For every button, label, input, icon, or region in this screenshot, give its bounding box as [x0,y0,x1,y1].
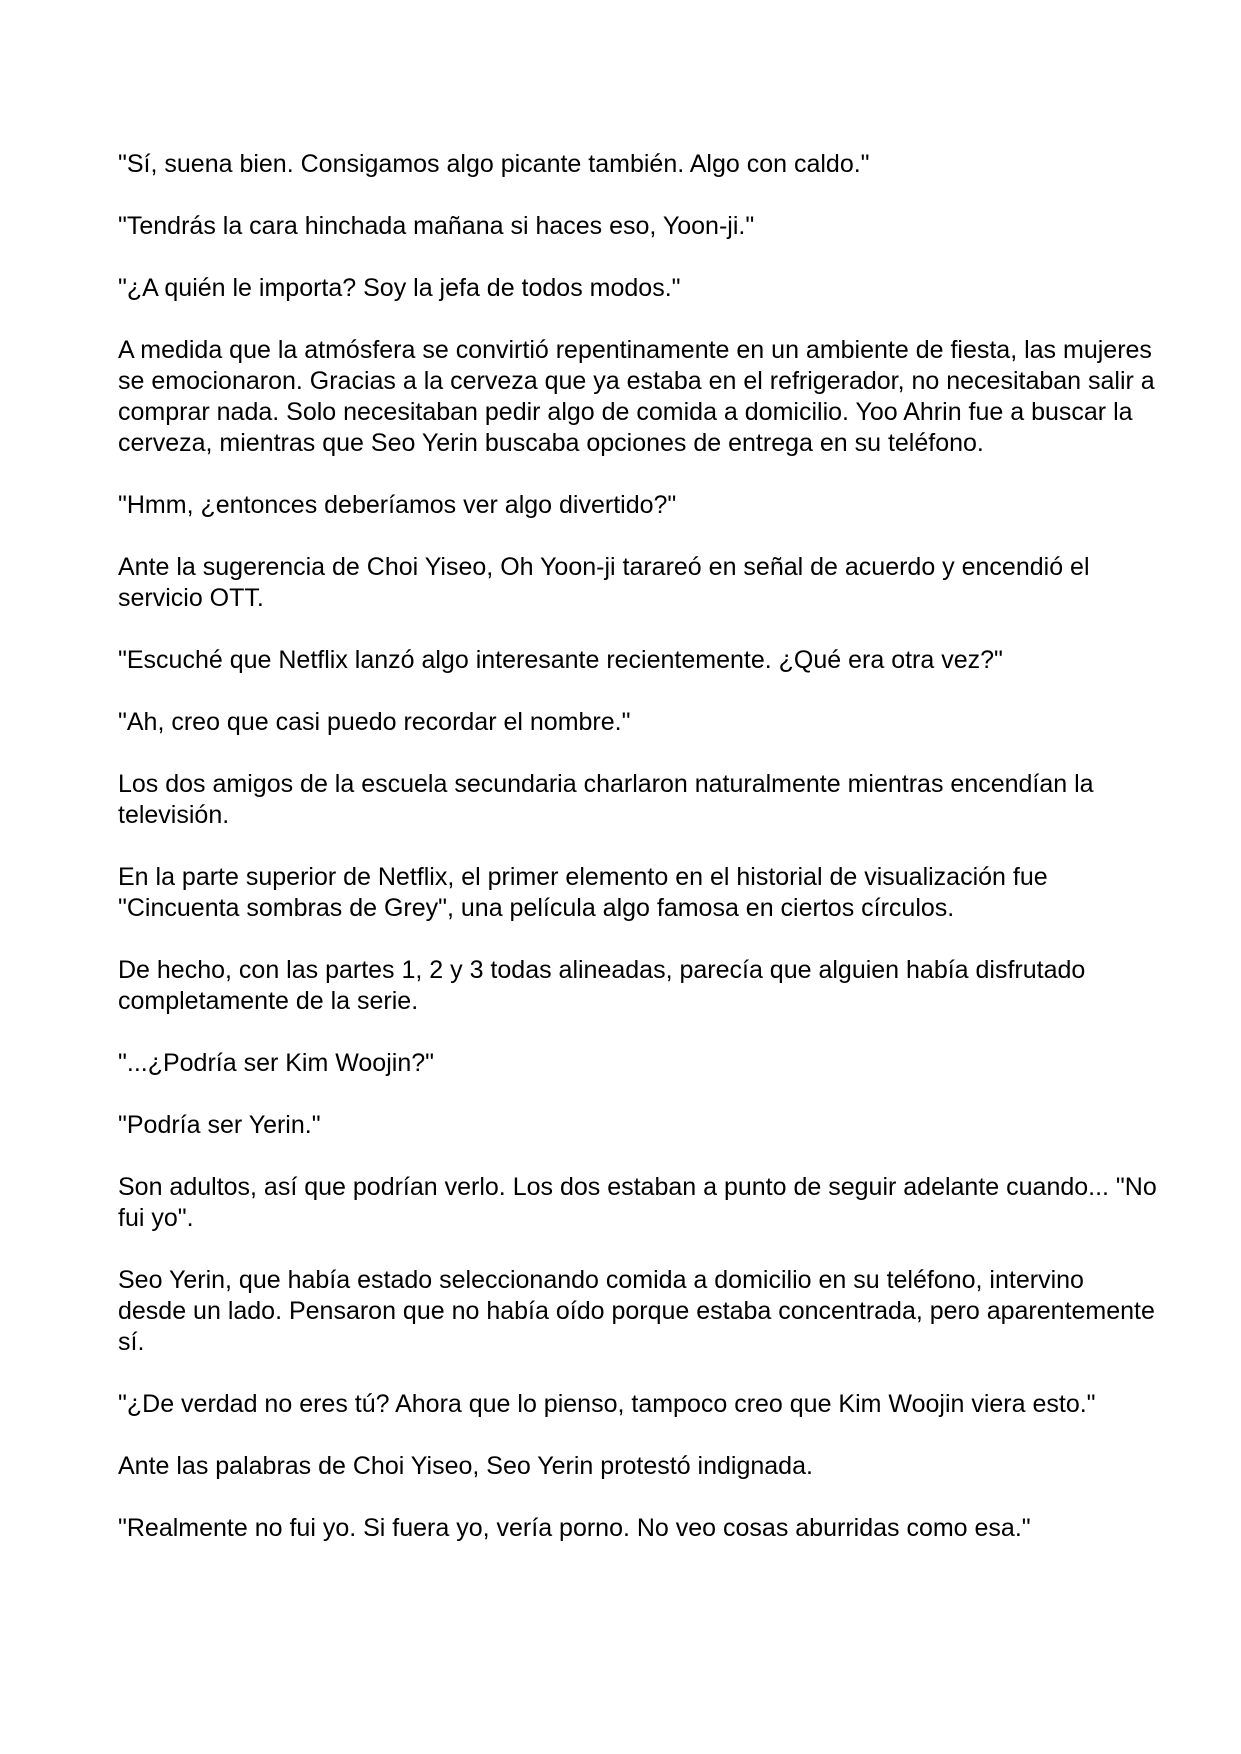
paragraph: "¿A quién le importa? Soy la jefa de todos modos." [118,274,681,302]
paragraph: Ante las palabras de Choi Yiseo, Seo Yerin protestó indignada. [118,1452,813,1480]
paragraph: En la parte superior de Netflix, el primer elemento en el historial de visualización fue "Cincuenta sombras de Grey", una película algo famosa en ciertos círculos. [118,863,1048,922]
paragraph: A medida que la atmósfera se convirtió repentinamente en un ambiente de fiesta, las mujeres se emocionaron. Gracias a la cerveza que ya estaba en el refrigerador, no necesitaban salir a comprar nada. Solo necesitaban pedir algo de comida a domicilio. Yoo Ahrin fue a buscar la cerveza, mientras que Seo Yerin buscaba opciones de entrega en su teléfono. [118,336,1155,457]
paragraph: De hecho, con las partes 1, 2 y 3 todas alineadas, parecía que alguien había disfrutado completamente de la serie. [118,956,1086,1015]
document-body [118,149,1158,1575]
paragraph: "Escuché que Netflix lanzó algo interesante recientemente. ¿Qué era otra vez?" [118,646,1003,674]
paragraph: "Ah, creo que casi puedo recordar el nombre." [118,708,631,736]
paragraph: "¿De verdad no eres tú? Ahora que lo pienso, tampoco creo que Kim Woojin viera esto." [118,1390,1096,1418]
paragraph: "Tendrás la cara hinchada mañana si haces eso, Yoon-ji." [118,212,755,240]
paragraph: Seo Yerin, que había estado seleccionando comida a domicilio en su teléfono, intervino desde un lado. Pensaron que no había oído porque estaba concentrada, pero aparentemente sí. [118,1266,1155,1356]
paragraph: "Podría ser Yerin." [118,1111,321,1139]
paragraph: Son adultos, así que podrían verlo. Los dos estaban a punto de seguir adelante cuando... "No fui yo". [118,1173,1157,1232]
paragraph: "...¿Podría ser Kim Woojin?" [118,1049,435,1077]
paragraph: "Realmente no fui yo. Si fuera yo, vería porno. No veo cosas aburridas como esa." [118,1514,1031,1542]
paragraph: Ante la sugerencia de Choi Yiseo, Oh Yoon-ji tarareó en señal de acuerdo y encendió el servicio OTT. [118,553,1090,612]
paragraph: "Sí, suena bien. Consigamos algo picante también. Algo con caldo." [118,150,870,178]
paragraph: Los dos amigos de la escuela secundaria charlaron naturalmente mientras encendían la televisión. [118,770,1094,829]
paragraph: "Hmm, ¿entonces deberíamos ver algo divertido?" [118,491,677,519]
